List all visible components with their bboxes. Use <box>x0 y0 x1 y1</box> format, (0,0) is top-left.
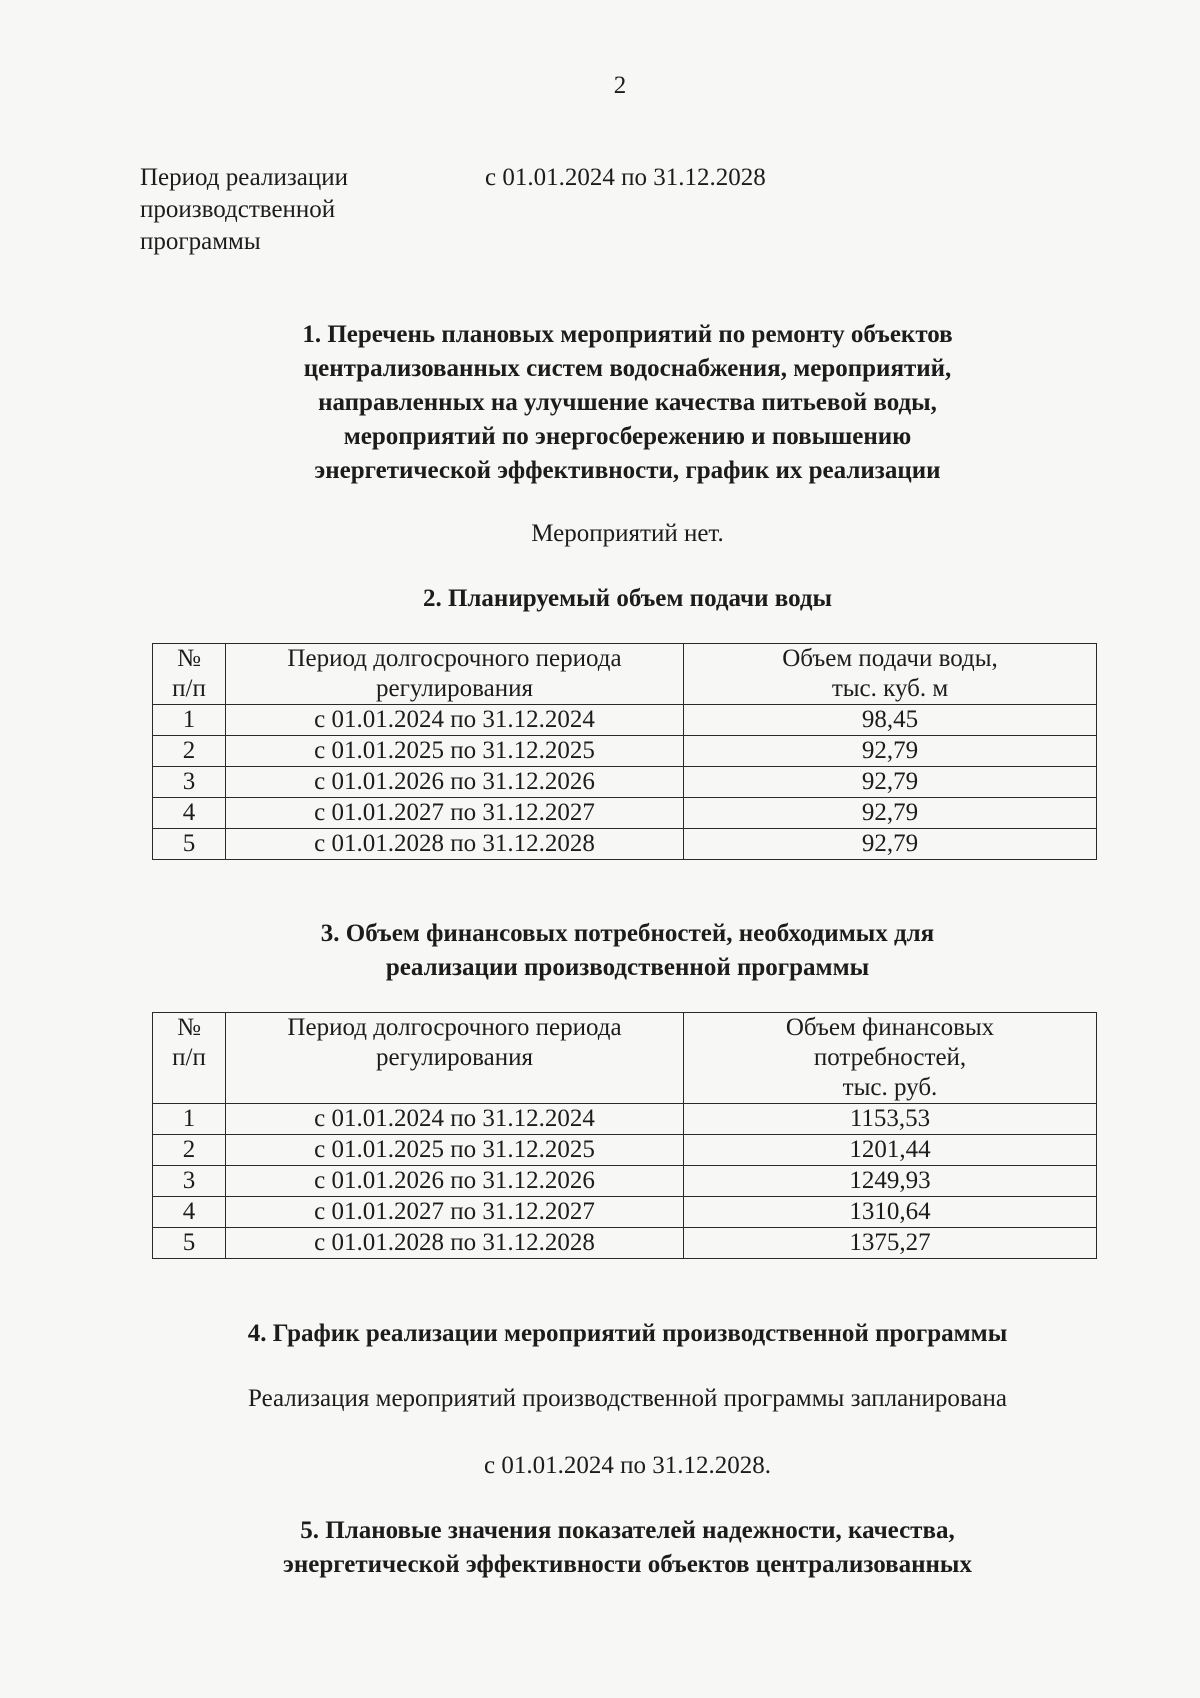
cell-value: 92,79 <box>684 767 1097 798</box>
table-row <box>153 798 1097 829</box>
section-4-title: 4. График реализации мероприятий производственной программы <box>247 1320 1008 1347</box>
financial-needs-table <box>152 1012 1097 1259</box>
cell-value: 1201,44 <box>684 1135 1097 1166</box>
cell-num: 2 <box>153 1135 226 1166</box>
table-row <box>153 705 1097 736</box>
period-label-line: производственной <box>140 196 336 223</box>
section-1-title <box>150 318 1105 488</box>
cell-period: с 01.01.2026 по 31.12.2026 <box>226 1166 684 1197</box>
section-2-title: 2. Планируемый объем подачи воды <box>422 585 833 612</box>
cell-value: 1249,93 <box>684 1166 1097 1197</box>
table-header-row <box>153 1013 1097 1104</box>
period-label-line: программы <box>140 228 261 255</box>
cell-num: 5 <box>153 1228 226 1259</box>
header-cell-num: № п/п <box>153 644 226 705</box>
cell-period: с 01.01.2027 по 31.12.2027 <box>226 1197 684 1228</box>
section-5-title-line: 5. Плановые значения показателей надежности, качества, <box>300 1517 955 1544</box>
cell-num: 4 <box>153 798 226 829</box>
cell-num: 1 <box>153 705 226 736</box>
section-1-title-line: направленных на улучшение качества питьевой воды, <box>318 389 937 416</box>
header-cell-value: Объем подачи воды, тыс. куб. м <box>684 644 1097 705</box>
section-4-text-line-2: с 01.01.2024 по 31.12.2028. <box>484 1452 771 1479</box>
header-cell-value: Объем финансовых потребностей, тыс. руб. <box>684 1013 1097 1104</box>
cell-value: 98,45 <box>684 705 1097 736</box>
section-3-title-line: 3. Объем финансовых потребностей, необходимых для <box>320 920 935 947</box>
cell-value: 1375,27 <box>684 1228 1097 1259</box>
section-1-note: Мероприятий нет. <box>531 520 724 547</box>
cell-value: 92,79 <box>684 798 1097 829</box>
cell-num: 4 <box>153 1197 226 1228</box>
table-row <box>153 767 1097 798</box>
section-3-title-line: реализации производственной программы <box>385 954 870 981</box>
section-1-title-line: централизованных систем водоснабжения, мероприятий, <box>303 355 952 382</box>
cell-num: 1 <box>153 1104 226 1135</box>
cell-period: с 01.01.2028 по 31.12.2028 <box>226 1228 684 1259</box>
cell-value: 92,79 <box>684 829 1097 860</box>
cell-value: 1310,64 <box>684 1197 1097 1228</box>
cell-num: 3 <box>153 1166 226 1197</box>
section-1-title-line: энергетической эффективности, график их реализации <box>314 457 941 484</box>
cell-period: с 01.01.2027 по 31.12.2027 <box>226 798 684 829</box>
page-number: 2 <box>613 72 627 99</box>
table-row <box>153 1166 1097 1197</box>
program-period-label <box>140 162 470 258</box>
cell-period: с 01.01.2024 по 31.12.2024 <box>226 1104 684 1135</box>
header-cell-period: Период долгосрочного периода регулирования <box>226 644 684 705</box>
table-row <box>153 736 1097 767</box>
section-1-title-line: мероприятий по энергосбережению и повышению <box>343 423 912 450</box>
header-cell-period: Период долгосрочного периода регулирования <box>226 1013 684 1104</box>
table-row <box>153 829 1097 860</box>
cell-period: с 01.01.2025 по 31.12.2025 <box>226 1135 684 1166</box>
program-period-value: с 01.01.2024 по 31.12.2028 <box>485 164 766 191</box>
table-header-row <box>153 644 1097 705</box>
table-row <box>153 1197 1097 1228</box>
table-row <box>153 1104 1097 1135</box>
cell-period: с 01.01.2028 по 31.12.2028 <box>226 829 684 860</box>
cell-num: 2 <box>153 736 226 767</box>
section-5-title <box>150 1514 1105 1582</box>
header-cell-num: № п/п <box>153 1013 226 1104</box>
cell-num: 5 <box>153 829 226 860</box>
water-supply-table <box>152 643 1097 860</box>
cell-num: 3 <box>153 767 226 798</box>
table-row <box>153 1228 1097 1259</box>
section-5-title-line: энергетической эффективности объектов централизованных <box>283 1551 972 1578</box>
cell-period: с 01.01.2024 по 31.12.2024 <box>226 705 684 736</box>
section-1-title-line: 1. Перечень плановых мероприятий по ремонту объектов <box>302 321 953 348</box>
cell-period: с 01.01.2026 по 31.12.2026 <box>226 767 684 798</box>
cell-value: 92,79 <box>684 736 1097 767</box>
cell-value: 1153,53 <box>684 1104 1097 1135</box>
section-4-text-line-1: Реализация мероприятий производственной программы запланирована <box>248 1385 1007 1412</box>
table-row <box>153 1135 1097 1166</box>
section-3-title <box>150 917 1105 985</box>
cell-period: с 01.01.2025 по 31.12.2025 <box>226 736 684 767</box>
period-label-line: Период реализации <box>140 164 348 191</box>
